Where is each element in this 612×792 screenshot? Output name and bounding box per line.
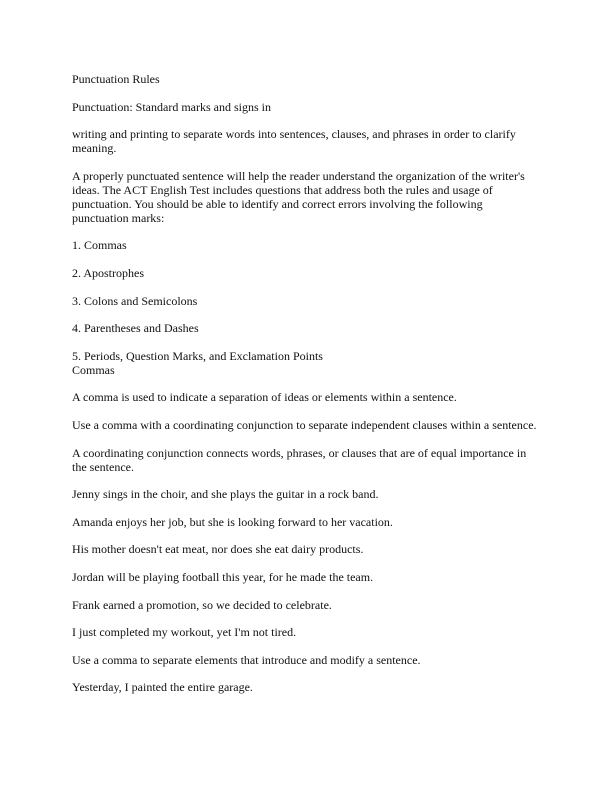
list-item-periods: 5. Periods, Question Marks, and Exclamation Points (72, 348, 323, 363)
list-item-apostrophes: 2. Apostrophes (72, 265, 144, 280)
definition-intro: Punctuation: Standard marks and signs in (72, 99, 271, 114)
example-sentence: Jordan will be playing football this year, for he made the team. (72, 569, 374, 584)
definition-rest: writing and printing to separate words into sentences, clauses, and phrases in order to clarify meaning. (72, 127, 516, 156)
coordinating-definition: A coordinating conjunction connects words, phrases, or clauses that are of equal importance in the sentence. (72, 445, 527, 474)
example-sentence: Jenny sings in the choir, and she plays the guitar in a rock band. (72, 487, 379, 502)
introduce-example: Yesterday, I painted the entire garage. (72, 680, 253, 695)
commas-definition: A comma is used to indicate a separation of ideas or elements within a sentence. (72, 390, 457, 405)
example-sentence: Amanda enjoys her job, but she is looking forward to her vacation. (72, 514, 393, 529)
document-title: Punctuation Rules (72, 72, 160, 86)
rule-introduce: Use a comma to separate elements that introduce and modify a sentence. (72, 652, 421, 667)
example-sentence: Frank earned a promotion, so we decided to celebrate. (72, 597, 332, 612)
example-sentence: His mother doesn't eat meat, nor does she eat dairy products. (72, 542, 364, 557)
list-item-colons: 3. Colons and Semicolons (72, 293, 198, 308)
list-item-commas: 1. Commas (72, 238, 127, 253)
section-heading-commas: Commas (72, 362, 115, 377)
rule-coordinating: Use a comma with a coordinating conjunction to separate independent clauses within a sentence. (72, 417, 537, 432)
intro-paragraph: A properly punctuated sentence will help the reader understand the organization of the writer's ideas. The ACT English Test includes questions that address both the rules and usage of punctuation. You should be able to identify and correct errors involving the following punctuation marks: (72, 168, 525, 225)
example-sentence: I just completed my workout, yet I'm not tired. (72, 625, 297, 640)
document-body (72, 72, 542, 708)
list-item-parentheses: 4. Parentheses and Dashes (72, 321, 199, 336)
